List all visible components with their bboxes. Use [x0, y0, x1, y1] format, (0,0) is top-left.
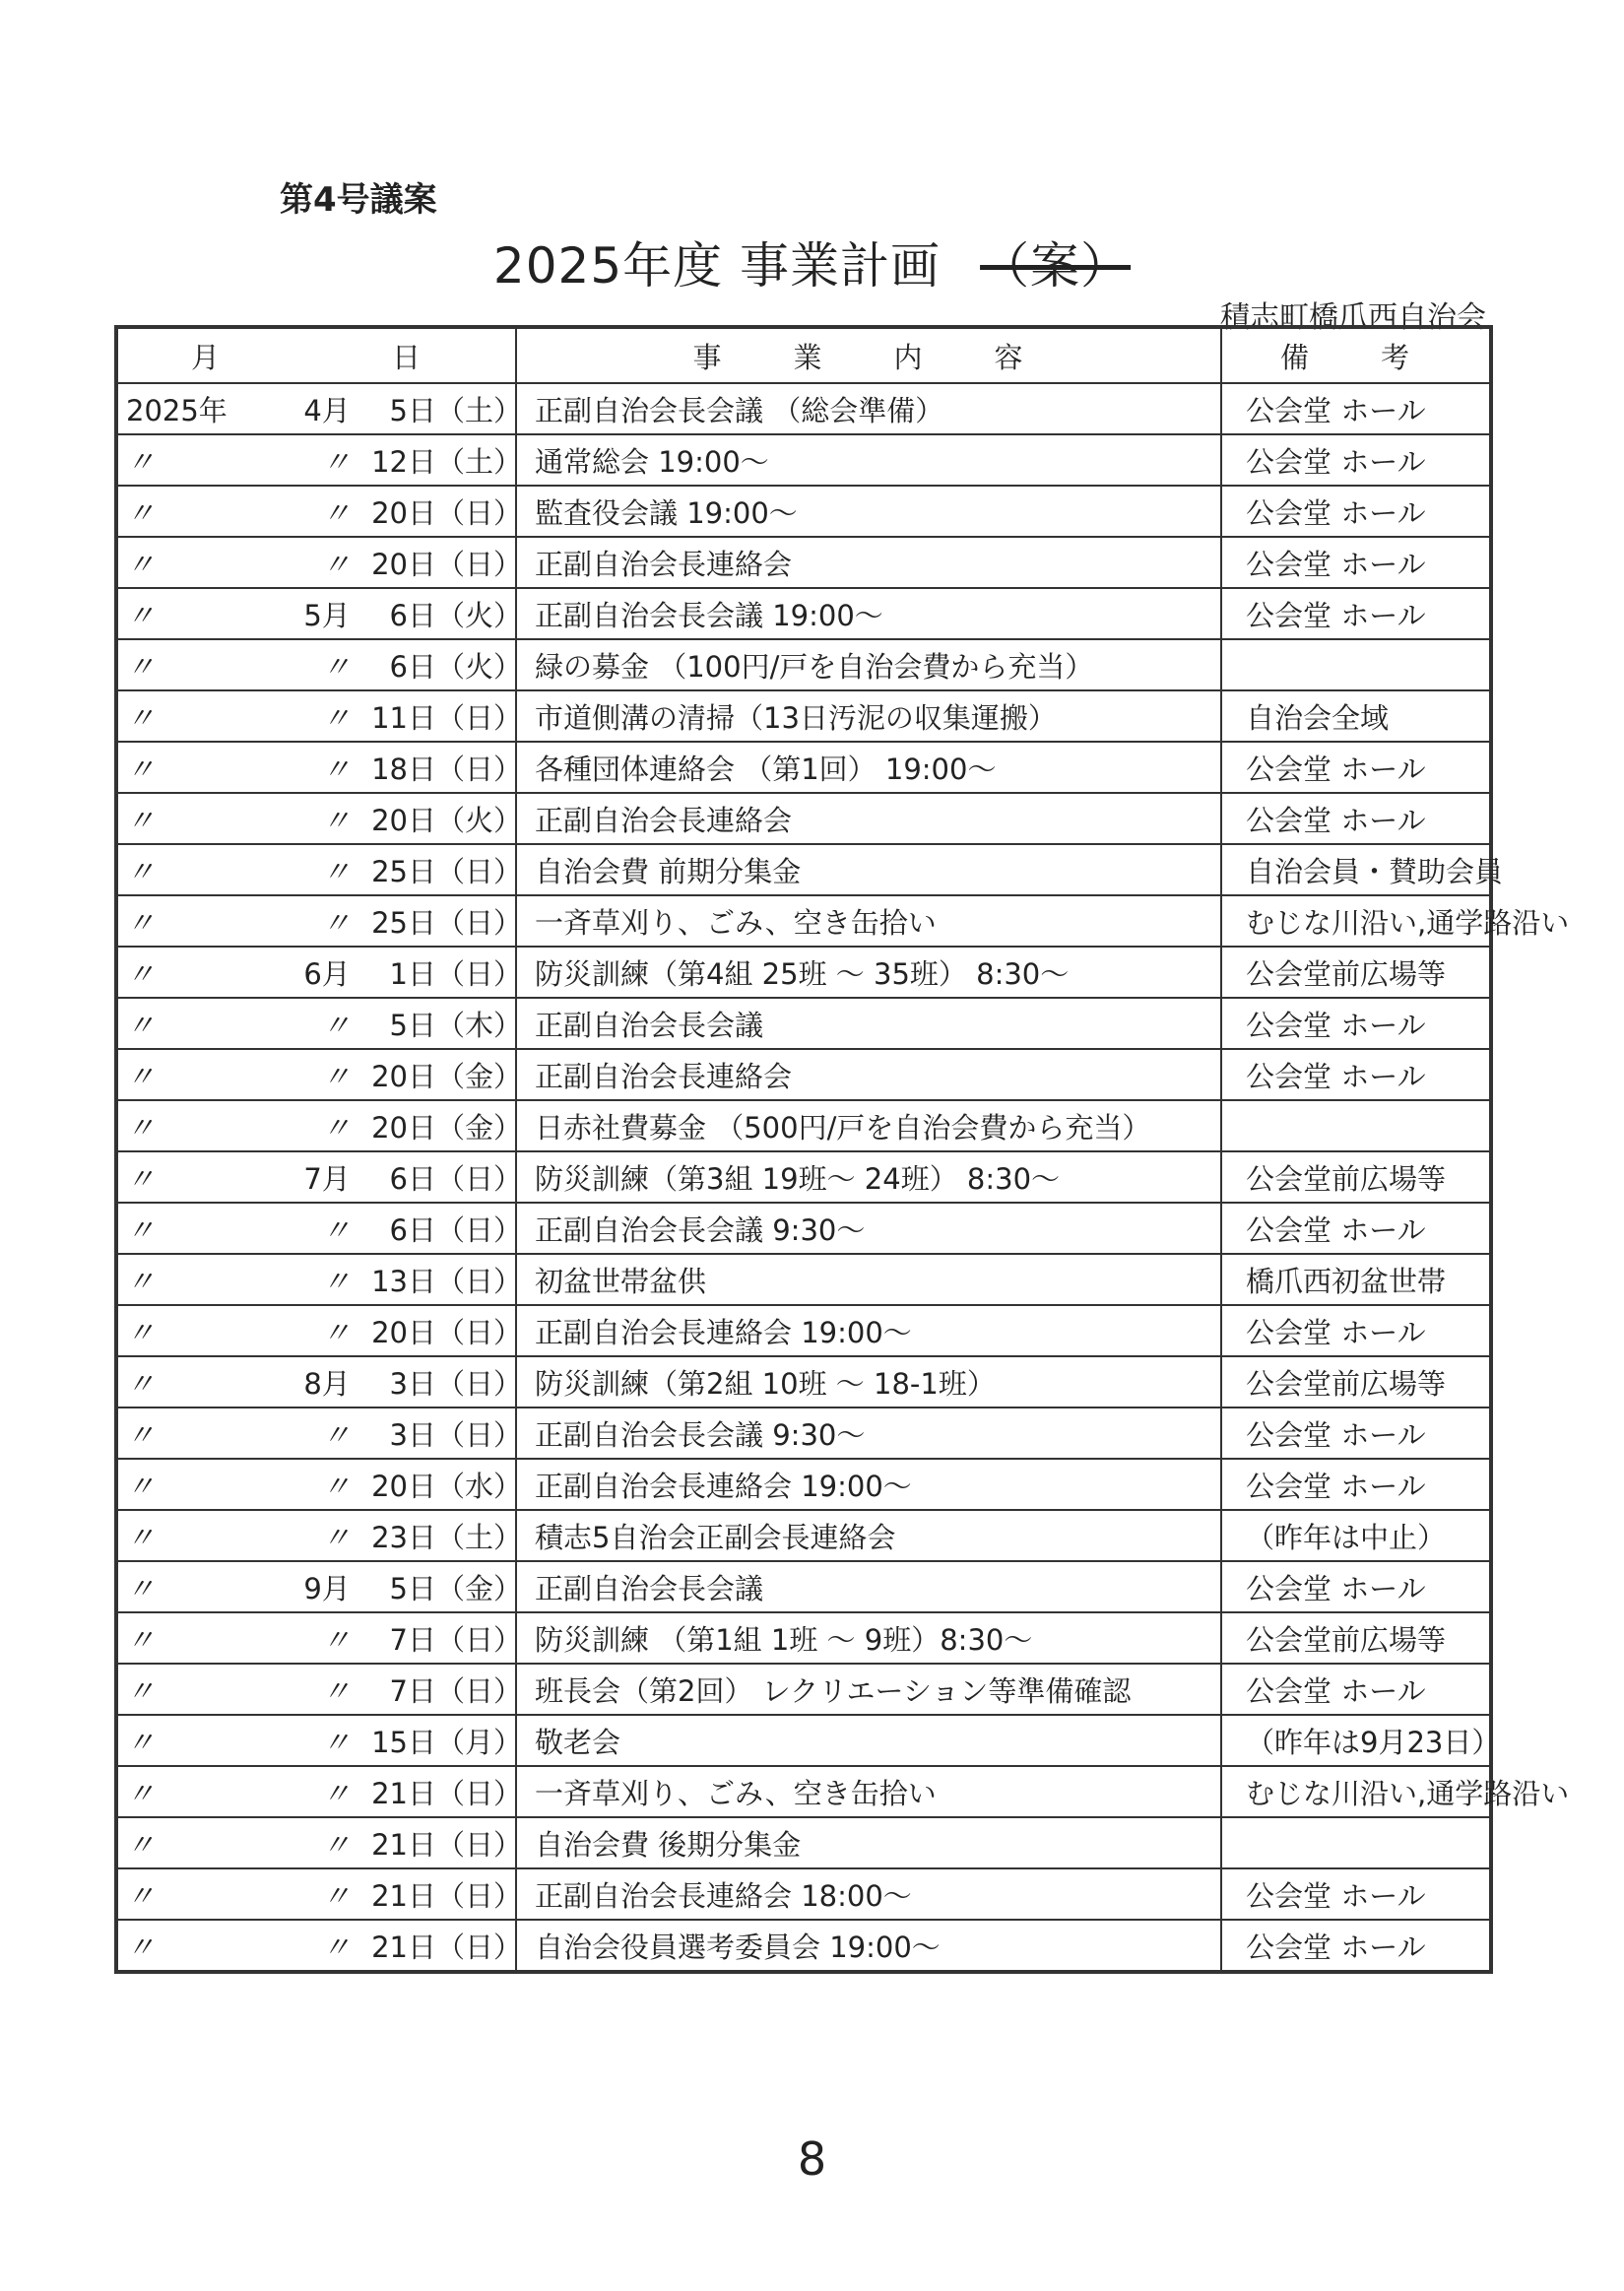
date-weekday: （日）: [436, 956, 523, 991]
date-day: 11日: [371, 700, 436, 735]
date-cell: [116, 486, 523, 537]
date-year: 〃: [126, 1161, 156, 1196]
note-cell: 自治会員・賛助会員: [1221, 844, 1491, 895]
date-day: 21日: [371, 1776, 436, 1810]
date-month: 〃: [321, 1008, 351, 1042]
date-cell: [116, 1612, 523, 1664]
date-weekday: （日）: [436, 495, 523, 530]
date-cell: [116, 383, 523, 434]
document-label: 第4号議案: [280, 180, 437, 220]
date-day: 20日: [371, 1469, 436, 1503]
date-weekday: （日）: [436, 1878, 523, 1913]
date-month: 5月: [303, 598, 351, 632]
content-cell: 正副自治会長会議 9:30～: [516, 1407, 1221, 1459]
note-cell: 公会堂 ホール: [1221, 434, 1491, 486]
date-month: 4月: [303, 393, 351, 427]
content-cell: 正副自治会長会議 （総会準備）: [516, 383, 1221, 434]
table-row: [116, 434, 1491, 486]
note-cell: むじな川沿い,通学路沿い: [1221, 1766, 1491, 1817]
date-day: 5日: [389, 393, 436, 427]
table-row: [116, 1817, 1491, 1868]
date-year: 〃: [126, 598, 156, 632]
date-year: 2025年: [126, 393, 227, 427]
date-cell: [116, 1715, 523, 1766]
title-struck-draft: （案）: [980, 237, 1132, 295]
table-row: [116, 998, 1491, 1049]
date-cell: [116, 1305, 523, 1356]
date-year: 〃: [126, 1417, 156, 1452]
date-cell: [116, 742, 523, 793]
document-title: [0, 227, 1624, 297]
date-year: 〃: [126, 1264, 156, 1298]
date-month: 〃: [321, 1725, 351, 1759]
date-month: 7月: [303, 1161, 351, 1196]
content-cell: 監査役会議 19:00～: [516, 486, 1221, 537]
date-day: 3日: [389, 1366, 436, 1401]
content-cell: 通常総会 19:00～: [516, 434, 1221, 486]
content-cell: 正副自治会長会議 19:00～: [516, 588, 1221, 639]
date-month: 〃: [321, 1930, 351, 1964]
note-cell: 公会堂前広場等: [1221, 1151, 1491, 1203]
date-weekday: （日）: [436, 1366, 523, 1401]
date-day: 20日: [371, 1110, 436, 1145]
content-cell: 自治会役員選考委員会 19:00～: [516, 1920, 1221, 1972]
date-weekday: （日）: [436, 1622, 523, 1657]
date-day: 20日: [371, 495, 436, 530]
date-cell: [116, 537, 523, 588]
date-day: 12日: [371, 444, 436, 479]
content-cell: 防災訓練（第3組 19班～ 24班） 8:30～: [516, 1151, 1221, 1203]
date-cell: [116, 793, 523, 844]
date-month: 9月: [303, 1571, 351, 1605]
date-cell: [116, 998, 523, 1049]
date-cell: [116, 1151, 523, 1203]
note-cell: 公会堂 ホール: [1221, 1407, 1491, 1459]
note-cell: [1221, 1100, 1491, 1151]
date-weekday: （日）: [436, 1776, 523, 1810]
note-cell: 公会堂 ホール: [1221, 588, 1491, 639]
date-day: 21日: [371, 1930, 436, 1964]
content-cell: 正副自治会長連絡会 19:00～: [516, 1305, 1221, 1356]
date-day: 1日: [389, 956, 436, 991]
date-month: 〃: [321, 1417, 351, 1452]
content-cell: 敬老会: [516, 1715, 1221, 1766]
date-year: 〃: [126, 1571, 156, 1605]
date-weekday: （火）: [436, 598, 523, 632]
table-row: [116, 1203, 1491, 1254]
date-cell: [116, 690, 523, 742]
note-cell: 公会堂 ホール: [1221, 998, 1491, 1049]
note-cell: 公会堂 ホール: [1221, 742, 1491, 793]
table-row: [116, 486, 1491, 537]
date-month: 〃: [321, 1520, 351, 1554]
table-row: [116, 1920, 1491, 1972]
note-cell: [1221, 1817, 1491, 1868]
content-cell: 積志5自治会正副会長連絡会: [516, 1510, 1221, 1561]
column-header-content: 事 業 内 容: [516, 327, 1221, 383]
date-day: 25日: [371, 854, 436, 888]
date-year: 〃: [126, 956, 156, 991]
date-year: 〃: [126, 649, 156, 684]
date-weekday: （日）: [436, 1161, 523, 1196]
note-cell: 公会堂 ホール: [1221, 1459, 1491, 1510]
note-cell: 公会堂 ホール: [1221, 1664, 1491, 1715]
table-row: [116, 947, 1491, 998]
date-month: 〃: [321, 752, 351, 786]
content-cell: 防災訓練 （第1組 1班 ～ 9班）8:30～: [516, 1612, 1221, 1664]
note-cell: 公会堂 ホール: [1221, 537, 1491, 588]
date-day: 7日: [389, 1673, 436, 1708]
page-number: 8: [797, 2132, 827, 2186]
date-month: 〃: [321, 854, 351, 888]
date-year: 〃: [126, 1878, 156, 1913]
table-row: [116, 383, 1491, 434]
table-row: [116, 1868, 1491, 1920]
date-month: 〃: [321, 1212, 351, 1247]
date-month: 8月: [303, 1366, 351, 1401]
date-weekday: （日）: [436, 1417, 523, 1452]
date-year: 〃: [126, 1520, 156, 1554]
date-day: 5日: [389, 1571, 436, 1605]
date-day: 20日: [371, 547, 436, 581]
date-month: 〃: [321, 1878, 351, 1913]
schedule-body: [116, 383, 1570, 1972]
table-header-row: [116, 327, 1491, 383]
date-weekday: （日）: [436, 1264, 523, 1298]
date-day: 6日: [389, 1212, 436, 1247]
table-row: [116, 1254, 1491, 1305]
date-weekday: （日）: [436, 547, 523, 581]
note-cell: 公会堂 ホール: [1221, 1203, 1491, 1254]
content-cell: 正副自治会長会議 9:30～: [516, 1203, 1221, 1254]
table-row: [116, 1305, 1491, 1356]
date-weekday: （日）: [436, 1930, 523, 1964]
table-row: [116, 1664, 1491, 1715]
date-day: 20日: [371, 1059, 436, 1093]
date-day: 3日: [389, 1417, 436, 1452]
content-cell: 正副自治会長会議: [516, 998, 1221, 1049]
date-weekday: （日）: [436, 1315, 523, 1349]
date-month: 〃: [321, 905, 351, 940]
date-month: 〃: [321, 495, 351, 530]
date-month: 〃: [321, 1776, 351, 1810]
title-main: 2025年度 事業計画: [492, 237, 942, 295]
date-weekday: （日）: [436, 854, 523, 888]
content-cell: 各種団体連絡会 （第1回） 19:00～: [516, 742, 1221, 793]
table-row: [116, 1766, 1491, 1817]
content-cell: 正副自治会長会議: [516, 1561, 1221, 1612]
table-row: [116, 1049, 1491, 1100]
date-cell: [116, 588, 523, 639]
date-month: 〃: [321, 700, 351, 735]
date-cell: [116, 1766, 523, 1817]
date-cell: [116, 1407, 523, 1459]
date-cell: [116, 1868, 523, 1920]
date-weekday: （木）: [436, 1008, 523, 1042]
date-month: 〃: [321, 1315, 351, 1349]
date-weekday: （日）: [436, 752, 523, 786]
date-day: 13日: [371, 1264, 436, 1298]
date-day: 7日: [389, 1622, 436, 1657]
date-day: 6日: [389, 598, 436, 632]
note-cell: 公会堂 ホール: [1221, 1920, 1491, 1972]
date-weekday: （土）: [436, 393, 523, 427]
date-month: 〃: [321, 1673, 351, 1708]
date-month: 〃: [321, 1264, 351, 1298]
date-month: 〃: [321, 1110, 351, 1145]
table-row: [116, 537, 1491, 588]
date-month: 〃: [321, 649, 351, 684]
date-year: 〃: [126, 700, 156, 735]
date-month: 〃: [321, 1059, 351, 1093]
note-cell: 公会堂 ホール: [1221, 1868, 1491, 1920]
date-month: 6月: [303, 956, 351, 991]
date-day: 6日: [389, 649, 436, 684]
date-year: 〃: [126, 905, 156, 940]
content-cell: 一斉草刈り、ごみ、空き缶拾い: [516, 895, 1221, 947]
note-cell: 公会堂 ホール: [1221, 793, 1491, 844]
date-day: 25日: [371, 905, 436, 940]
date-year: 〃: [126, 1008, 156, 1042]
date-year: 〃: [126, 495, 156, 530]
table-row: [116, 588, 1491, 639]
content-cell: 緑の募金 （100円/戸を自治会費から充当）: [516, 639, 1221, 690]
content-cell: 正副自治会長連絡会: [516, 537, 1221, 588]
date-weekday: （日）: [436, 1827, 523, 1862]
table-row: [116, 639, 1491, 690]
note-cell: 公会堂前広場等: [1221, 1356, 1491, 1407]
table-row: [116, 1459, 1491, 1510]
date-weekday: （火）: [436, 649, 523, 684]
column-header-note: 備 考: [1221, 327, 1491, 383]
date-month: 〃: [321, 547, 351, 581]
date-weekday: （日）: [436, 1673, 523, 1708]
table-row: [116, 844, 1491, 895]
date-day: 21日: [371, 1878, 436, 1913]
organization-name: 積志町橋爪西自治会: [1220, 300, 1486, 335]
date-weekday: （月）: [436, 1725, 523, 1759]
content-cell: 初盆世帯盆供: [516, 1254, 1221, 1305]
table-row: [116, 1356, 1491, 1407]
content-cell: 市道側溝の清掃（13日汚泥の収集運搬）: [516, 690, 1221, 742]
date-cell: [116, 1920, 523, 1972]
note-cell: 橋爪西初盆世帯: [1221, 1254, 1491, 1305]
table-row: [116, 1407, 1491, 1459]
table-row: [116, 1100, 1491, 1151]
content-cell: 一斉草刈り、ごみ、空き缶拾い: [516, 1766, 1221, 1817]
date-weekday: （金）: [436, 1059, 523, 1093]
date-weekday: （土）: [436, 444, 523, 479]
date-month: 〃: [321, 1622, 351, 1657]
table-row: [116, 1715, 1491, 1766]
table-row: [116, 1510, 1491, 1561]
table-row: [116, 1612, 1491, 1664]
date-cell: [116, 1049, 523, 1100]
note-cell: 公会堂前広場等: [1221, 1612, 1491, 1664]
date-cell: [116, 1100, 523, 1151]
note-cell: 公会堂 ホール: [1221, 383, 1491, 434]
date-year: 〃: [126, 1315, 156, 1349]
note-cell: （昨年は9月23日）: [1221, 1715, 1491, 1766]
content-cell: 正副自治会長連絡会: [516, 1049, 1221, 1100]
date-day: 18日: [371, 752, 436, 786]
date-year: 〃: [126, 1827, 156, 1862]
date-weekday: （金）: [436, 1571, 523, 1605]
note-cell: 公会堂 ホール: [1221, 1305, 1491, 1356]
date-cell: [116, 434, 523, 486]
content-cell: 正副自治会長連絡会: [516, 793, 1221, 844]
note-cell: 公会堂 ホール: [1221, 1049, 1491, 1100]
date-year: 〃: [126, 547, 156, 581]
note-cell: （昨年は中止）: [1221, 1510, 1491, 1561]
column-header-date: 月 日: [116, 327, 516, 383]
date-month: 〃: [321, 803, 351, 837]
date-month: 〃: [321, 1827, 351, 1862]
date-year: 〃: [126, 1469, 156, 1503]
date-weekday: （金）: [436, 1110, 523, 1145]
date-year: 〃: [126, 1725, 156, 1759]
date-cell: [116, 1561, 523, 1612]
date-year: 〃: [126, 854, 156, 888]
date-year: 〃: [126, 1622, 156, 1657]
date-year: 〃: [126, 1059, 156, 1093]
content-cell: 防災訓練（第4組 25班 ～ 35班） 8:30～: [516, 947, 1221, 998]
date-cell: [116, 947, 523, 998]
date-weekday: （土）: [436, 1520, 523, 1554]
date-cell: [116, 1664, 523, 1715]
date-day: 6日: [389, 1161, 436, 1196]
note-cell: むじな川沿い,通学路沿い: [1221, 895, 1491, 947]
content-cell: 自治会費 前期分集金: [516, 844, 1221, 895]
date-cell: [116, 1510, 523, 1561]
content-cell: 正副自治会長連絡会 19:00～: [516, 1459, 1221, 1510]
date-year: 〃: [126, 1930, 156, 1964]
date-day: 23日: [371, 1520, 436, 1554]
date-year: 〃: [126, 1776, 156, 1810]
date-year: 〃: [126, 1110, 156, 1145]
date-day: 5日: [389, 1008, 436, 1042]
date-cell: [116, 1817, 523, 1868]
table-row: [116, 1151, 1491, 1203]
date-cell: [116, 1356, 523, 1407]
date-month: 〃: [321, 444, 351, 479]
table-row: [116, 690, 1491, 742]
date-cell: [116, 639, 523, 690]
table-row: [116, 895, 1491, 947]
note-cell: 公会堂前広場等: [1221, 947, 1491, 998]
content-cell: 日赤社費募金 （500円/戸を自治会費から充当）: [516, 1100, 1221, 1151]
date-month: 〃: [321, 1469, 351, 1503]
content-cell: 正副自治会長連絡会 18:00～: [516, 1868, 1221, 1920]
date-weekday: （日）: [436, 1212, 523, 1247]
note-cell: 公会堂 ホール: [1221, 486, 1491, 537]
date-day: 21日: [371, 1827, 436, 1862]
date-weekday: （火）: [436, 803, 523, 837]
date-day: 20日: [371, 803, 436, 837]
note-cell: [1221, 639, 1491, 690]
date-day: 20日: [371, 1315, 436, 1349]
date-year: 〃: [126, 1673, 156, 1708]
date-cell: [116, 1203, 523, 1254]
date-cell: [116, 1254, 523, 1305]
note-cell: 自治会全域: [1221, 690, 1491, 742]
date-year: 〃: [126, 1366, 156, 1401]
date-year: 〃: [126, 444, 156, 479]
date-cell: [116, 1459, 523, 1510]
date-cell: [116, 895, 523, 947]
content-cell: 防災訓練（第2組 10班 ～ 18-1班）: [516, 1356, 1221, 1407]
content-cell: 自治会費 後期分集金: [516, 1817, 1221, 1868]
date-year: 〃: [126, 803, 156, 837]
date-year: 〃: [126, 1212, 156, 1247]
table-row: [116, 793, 1491, 844]
date-weekday: （日）: [436, 700, 523, 735]
table-row: [116, 742, 1491, 793]
date-year: 〃: [126, 752, 156, 786]
note-cell: 公会堂 ホール: [1221, 1561, 1491, 1612]
date-weekday: （水）: [436, 1469, 523, 1503]
table-row: [116, 1561, 1491, 1612]
date-day: 15日: [371, 1725, 436, 1759]
content-cell: 班長会（第2回） レクリエーション等準備確認: [516, 1664, 1221, 1715]
date-cell: [116, 844, 523, 895]
date-weekday: （日）: [436, 905, 523, 940]
schedule-table: [114, 325, 1570, 1974]
